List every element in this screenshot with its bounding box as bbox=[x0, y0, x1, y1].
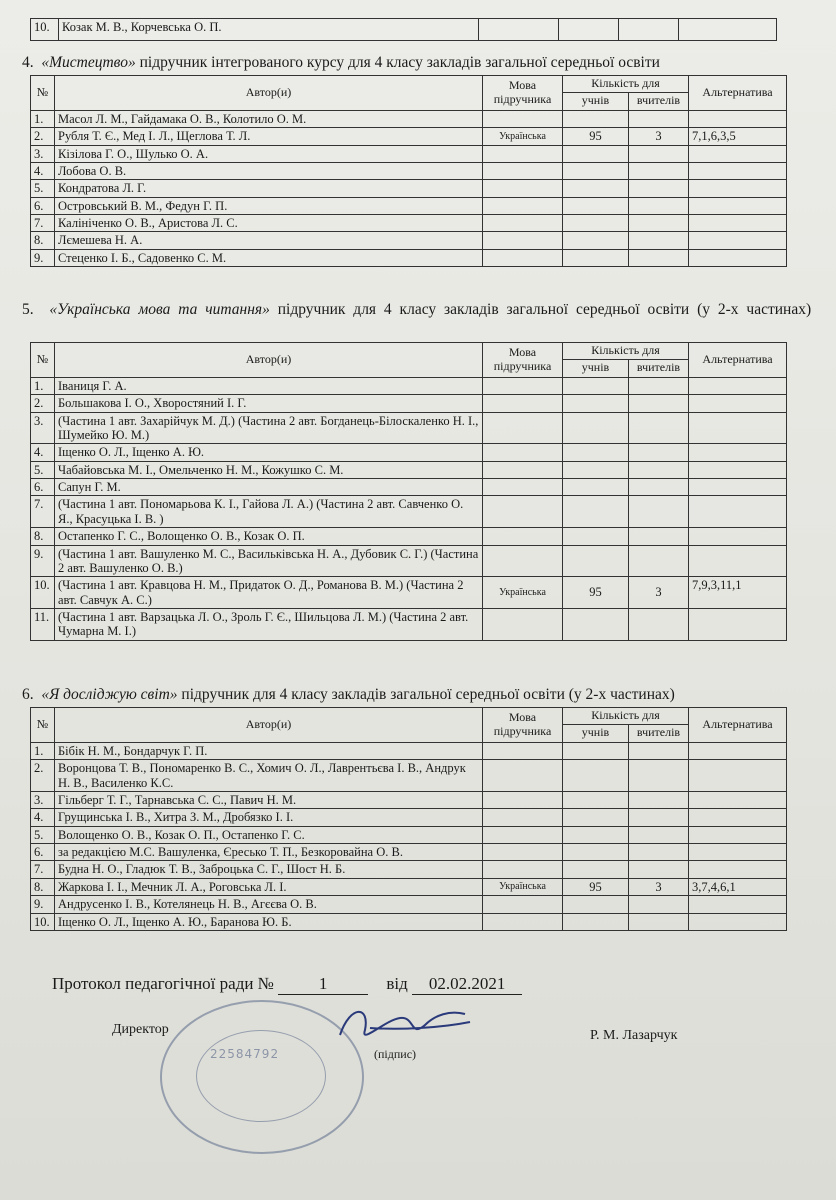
row-alternative bbox=[689, 496, 787, 528]
row-number: 2. bbox=[31, 128, 55, 145]
row-alternative: 7,1,6,3,5 bbox=[689, 128, 787, 145]
row-language bbox=[483, 479, 563, 496]
row-alternative bbox=[689, 609, 787, 641]
header-alternative: Альтернатива bbox=[689, 343, 787, 378]
row-author: Островський В. М., Федун Г. П. bbox=[55, 197, 483, 214]
row-alternative bbox=[689, 826, 787, 843]
row-author: Грущинська І. В., Хитра З. М., Дробязко І. І. bbox=[55, 809, 483, 826]
row-author: Кізілова Г. О., Шулько О. А. bbox=[55, 145, 483, 162]
row-number: 7. bbox=[31, 215, 55, 232]
row-author: Чабайовська М. І., Омельченко Н. М., Кожушко С. М. bbox=[55, 461, 483, 478]
row-author: (Частина 1 авт. Захарійчук М. Д.) (Частина 2 авт. Богданець-Білоскаленко Н. І., Шумейко Ю. М.) bbox=[55, 412, 483, 444]
header-author: Автор(и) bbox=[55, 343, 483, 378]
row-alternative: 3,7,4,6,1 bbox=[689, 878, 787, 895]
row-teachers: 3 bbox=[629, 128, 689, 145]
row-author: Сапун Г. М. bbox=[55, 479, 483, 496]
table-row bbox=[31, 249, 787, 266]
row-students bbox=[563, 496, 629, 528]
row-teachers bbox=[629, 826, 689, 843]
row-language bbox=[483, 861, 563, 878]
row-alternative bbox=[689, 528, 787, 545]
row-teachers bbox=[629, 545, 689, 577]
row-teachers bbox=[629, 461, 689, 478]
protocol-line bbox=[52, 974, 522, 995]
section-4-table bbox=[30, 75, 787, 267]
row-number: 1. bbox=[31, 377, 55, 394]
row-author: Андрусенко І. В., Котелянець Н. В., Агєєва О. В. bbox=[55, 896, 483, 913]
row-language bbox=[483, 215, 563, 232]
row-teachers bbox=[629, 844, 689, 861]
row-alternative bbox=[689, 215, 787, 232]
row-alternative bbox=[689, 844, 787, 861]
top-carryover-table bbox=[30, 18, 777, 41]
table-row bbox=[31, 215, 787, 232]
row-language bbox=[483, 609, 563, 641]
row-author: Козак М. В., Корчевська О. П. bbox=[59, 19, 479, 41]
row-author: Волощенко О. В., Козак О. П., Остапенко Г. С. bbox=[55, 826, 483, 843]
row-students bbox=[563, 913, 629, 930]
row-teachers bbox=[629, 180, 689, 197]
row-teachers bbox=[629, 232, 689, 249]
row-alternative bbox=[689, 249, 787, 266]
table-row bbox=[31, 791, 787, 808]
row-author: Іваниця Г. А. bbox=[55, 377, 483, 394]
row-language bbox=[483, 791, 563, 808]
table-row bbox=[31, 180, 787, 197]
row-students bbox=[563, 180, 629, 197]
row-students bbox=[563, 444, 629, 461]
row-teachers bbox=[629, 162, 689, 179]
row-teachers bbox=[629, 809, 689, 826]
signature-caption: (підпис) bbox=[374, 1047, 417, 1061]
row-number: 9. bbox=[31, 896, 55, 913]
row-author: Масол Л. М., Гайдамака О. В., Колотило О. М. bbox=[55, 110, 483, 127]
row-author: Лємешева Н. А. bbox=[55, 232, 483, 249]
header-author: Автор(и) bbox=[55, 708, 483, 743]
header-students: учнів bbox=[563, 724, 629, 742]
row-students bbox=[563, 760, 629, 792]
row-author: Воронцова Т. В., Пономаренко В. С., Хомич О. Л., Лаврентьєва І. В., Андрук Н. В., Василенко К.С. bbox=[55, 760, 483, 792]
row-alternative bbox=[689, 232, 787, 249]
header-count: Кількість для bbox=[563, 343, 689, 360]
row-teachers bbox=[629, 760, 689, 792]
row-students bbox=[563, 232, 629, 249]
row-alternative bbox=[689, 395, 787, 412]
row-students: 95 bbox=[563, 577, 629, 609]
row-author: Бібік Н. М., Бондарчук Г. П. bbox=[55, 742, 483, 759]
row-number: 5. bbox=[31, 180, 55, 197]
protocol-label: Протокол педагогічної ради № bbox=[52, 974, 274, 993]
row-alternative bbox=[689, 791, 787, 808]
table-row bbox=[31, 878, 787, 895]
table-row bbox=[31, 896, 787, 913]
director-name: Р. М. Лазарчук bbox=[590, 1028, 678, 1043]
row-alternative bbox=[689, 861, 787, 878]
table-row bbox=[31, 826, 787, 843]
row-teachers bbox=[629, 496, 689, 528]
row-students bbox=[563, 479, 629, 496]
row-language bbox=[483, 760, 563, 792]
row-language bbox=[483, 496, 563, 528]
row-teachers bbox=[629, 791, 689, 808]
row-number: 1. bbox=[31, 110, 55, 127]
row-teachers bbox=[629, 528, 689, 545]
row-number: 1. bbox=[31, 742, 55, 759]
row-number: 9. bbox=[31, 545, 55, 577]
row-students: 95 bbox=[563, 128, 629, 145]
row-language bbox=[483, 545, 563, 577]
row-students bbox=[563, 412, 629, 444]
row-alternative: 7,9,3,11,1 bbox=[689, 577, 787, 609]
row-alternative bbox=[689, 760, 787, 792]
row-author: Кондратова Л. Г. bbox=[55, 180, 483, 197]
row-author: (Частина 1 авт. Кравцова Н. М., Придаток О. Д., Романова В. М.) (Частина 2 авт. Савчук А. С.) bbox=[55, 577, 483, 609]
row-alternative bbox=[689, 444, 787, 461]
table-row bbox=[31, 609, 787, 641]
row-language bbox=[483, 197, 563, 214]
row-teachers: 3 bbox=[629, 577, 689, 609]
row-language bbox=[483, 412, 563, 444]
section-5-table bbox=[30, 342, 787, 641]
row-teachers bbox=[629, 110, 689, 127]
row-language bbox=[483, 232, 563, 249]
row-teachers bbox=[629, 377, 689, 394]
row-number: 8. bbox=[31, 878, 55, 895]
row-alternative bbox=[689, 461, 787, 478]
row-alternative bbox=[689, 180, 787, 197]
table-row bbox=[31, 377, 787, 394]
header-students: учнів bbox=[563, 92, 629, 110]
header-count: Кількість для bbox=[563, 708, 689, 725]
table-row bbox=[31, 145, 787, 162]
row-number: 7. bbox=[31, 496, 55, 528]
protocol-number: 1 bbox=[278, 974, 368, 995]
row-teachers bbox=[629, 444, 689, 461]
row-number: 11. bbox=[31, 609, 55, 641]
row-alternative bbox=[689, 162, 787, 179]
row-teachers bbox=[629, 215, 689, 232]
table-row bbox=[31, 913, 787, 930]
row-language: Українська bbox=[483, 878, 563, 895]
table-row bbox=[31, 496, 787, 528]
row-teachers bbox=[629, 896, 689, 913]
row-alternative bbox=[689, 110, 787, 127]
table-row bbox=[31, 162, 787, 179]
row-author: Жаркова І. І., Мечник Л. А., Роговська Л. І. bbox=[55, 878, 483, 895]
row-language bbox=[483, 461, 563, 478]
row-language bbox=[483, 145, 563, 162]
header-author: Автор(и) bbox=[55, 76, 483, 111]
row-alternative bbox=[689, 412, 787, 444]
header-language: Мова підручника bbox=[483, 708, 563, 743]
row-teachers bbox=[629, 395, 689, 412]
row-author: (Частина 1 авт. Пономарьова К. І., Гайова Л. А.) (Частина 2 авт. Савченко О. Я., Красуцька І. В. ) bbox=[55, 496, 483, 528]
row-students bbox=[563, 377, 629, 394]
header-num: № bbox=[31, 708, 55, 743]
section-5-title: 5. «Українська мова та читання» підручник для 4 класу закладів загальної середньої освіти (у 2-х частинах) bbox=[22, 301, 812, 318]
row-alternative bbox=[689, 545, 787, 577]
row-students bbox=[563, 249, 629, 266]
header-teachers: вчителів bbox=[629, 92, 689, 110]
row-students bbox=[563, 826, 629, 843]
row-students bbox=[563, 110, 629, 127]
row-number: 10. bbox=[31, 577, 55, 609]
row-number: 8. bbox=[31, 528, 55, 545]
table-row bbox=[31, 197, 787, 214]
row-language bbox=[483, 377, 563, 394]
row-language bbox=[483, 826, 563, 843]
row-language: Українська bbox=[483, 128, 563, 145]
row-students bbox=[563, 461, 629, 478]
row-language bbox=[483, 180, 563, 197]
section-4-title: 4. «Мистецтво» підручник інтегрованого курсу для 4 класу закладів загальної середньої освіти bbox=[22, 54, 660, 71]
table-row bbox=[31, 395, 787, 412]
row-author: Іщенко О. Л., Іщенко А. Ю. bbox=[55, 444, 483, 461]
protocol-date: 02.02.2021 bbox=[412, 974, 522, 995]
row-alternative bbox=[689, 479, 787, 496]
header-language: Мова підручника bbox=[483, 76, 563, 111]
row-number: 3. bbox=[31, 145, 55, 162]
from-label: від bbox=[386, 974, 408, 993]
row-language bbox=[483, 528, 563, 545]
table-row bbox=[31, 742, 787, 759]
section-6-table bbox=[30, 707, 787, 931]
row-students bbox=[563, 896, 629, 913]
row-language: Українська bbox=[483, 577, 563, 609]
row-number: 6. bbox=[31, 197, 55, 214]
row-teachers bbox=[629, 145, 689, 162]
table-row bbox=[31, 545, 787, 577]
row-students bbox=[563, 545, 629, 577]
table-row bbox=[31, 232, 787, 249]
row-language bbox=[483, 162, 563, 179]
row-language bbox=[483, 395, 563, 412]
row-number: 9. bbox=[31, 249, 55, 266]
table-row bbox=[31, 809, 787, 826]
table-row bbox=[31, 128, 787, 145]
row-number: 4. bbox=[31, 444, 55, 461]
table-row bbox=[31, 479, 787, 496]
row-teachers bbox=[629, 609, 689, 641]
row-author: Іщенко О. Л., Іщенко А. Ю., Баранова Ю. Б. bbox=[55, 913, 483, 930]
row-teachers bbox=[629, 249, 689, 266]
row-number: 6. bbox=[31, 479, 55, 496]
row-author: Остапенко Г. С., Волощенко О. В., Козак О. П. bbox=[55, 528, 483, 545]
row-language bbox=[483, 844, 563, 861]
table-row bbox=[31, 110, 787, 127]
row-number: 7. bbox=[31, 861, 55, 878]
row-teachers bbox=[629, 197, 689, 214]
row-number: 6. bbox=[31, 844, 55, 861]
header-num: № bbox=[31, 76, 55, 111]
row-number: 4. bbox=[31, 809, 55, 826]
row-language bbox=[483, 809, 563, 826]
row-number: 2. bbox=[31, 395, 55, 412]
row-author: Гільберг Т. Г., Тарнавська С. С., Павич Н. М. bbox=[55, 791, 483, 808]
row-alternative bbox=[689, 896, 787, 913]
row-students bbox=[563, 162, 629, 179]
row-language bbox=[483, 742, 563, 759]
table-row bbox=[31, 844, 787, 861]
table-row bbox=[31, 861, 787, 878]
row-students bbox=[563, 215, 629, 232]
header-alternative: Альтернатива bbox=[689, 76, 787, 111]
row-students bbox=[563, 145, 629, 162]
row-teachers bbox=[629, 479, 689, 496]
row-students bbox=[563, 844, 629, 861]
table-row bbox=[31, 577, 787, 609]
row-alternative bbox=[689, 197, 787, 214]
row-author: Будна Н. О., Гладюк Т. В., Заброцька С. Г., Шост Н. Б. bbox=[55, 861, 483, 878]
row-number: 5. bbox=[31, 826, 55, 843]
row-author: Калініченко О. В., Аристова Л. С. bbox=[55, 215, 483, 232]
header-students: учнів bbox=[563, 359, 629, 377]
header-teachers: вчителів bbox=[629, 359, 689, 377]
row-number: 2. bbox=[31, 760, 55, 792]
row-author: (Частина 1 авт. Вашуленко М. С., Васильківська Н. А., Дубовик С. Г.) (Частина 2 авт. Вашуленко О. В.) bbox=[55, 545, 483, 577]
row-language bbox=[483, 896, 563, 913]
row-alternative bbox=[689, 377, 787, 394]
row-number: 10. bbox=[31, 19, 59, 41]
row-author: Рубля Т. Є., Мед І. Л., Щеглова Т. Л. bbox=[55, 128, 483, 145]
row-number: 3. bbox=[31, 791, 55, 808]
row-students bbox=[563, 791, 629, 808]
row-number: 8. bbox=[31, 232, 55, 249]
row-number: 5. bbox=[31, 461, 55, 478]
row-teachers bbox=[629, 861, 689, 878]
row-author: Стеценко І. Б., Садовенко С. М. bbox=[55, 249, 483, 266]
row-students bbox=[563, 742, 629, 759]
row-language bbox=[483, 913, 563, 930]
table-row bbox=[31, 760, 787, 792]
row-teachers: 3 bbox=[629, 878, 689, 895]
table-row bbox=[31, 412, 787, 444]
row-number: 3. bbox=[31, 412, 55, 444]
row-language bbox=[483, 249, 563, 266]
row-author: (Частина 1 авт. Варзацька Л. О., Зроль Г. Є., Шильцова Л. М.) (Частина 2 авт. Чумарна М. І.) bbox=[55, 609, 483, 641]
row-alternative bbox=[689, 145, 787, 162]
row-students bbox=[563, 861, 629, 878]
table-row bbox=[31, 461, 787, 478]
table-row bbox=[31, 528, 787, 545]
signature-image bbox=[330, 1000, 480, 1050]
stamp-code: 22584792 bbox=[210, 1047, 280, 1061]
row-students bbox=[563, 197, 629, 214]
row-number: 4. bbox=[31, 162, 55, 179]
row-teachers bbox=[629, 742, 689, 759]
table-row bbox=[31, 444, 787, 461]
row-author: Лобова О. В. bbox=[55, 162, 483, 179]
row-language bbox=[483, 110, 563, 127]
header-teachers: вчителів bbox=[629, 724, 689, 742]
row-alternative bbox=[689, 809, 787, 826]
row-students: 95 bbox=[563, 878, 629, 895]
row-students bbox=[563, 528, 629, 545]
row-students bbox=[563, 395, 629, 412]
header-alternative: Альтернатива bbox=[689, 708, 787, 743]
row-language bbox=[483, 444, 563, 461]
section-6-title: 6. «Я досліджую світ» підручник для 4 класу закладів загальної середньої освіти (у 2-х частинах) bbox=[22, 686, 675, 703]
header-language: Мова підручника bbox=[483, 343, 563, 378]
row-teachers bbox=[629, 412, 689, 444]
header-count: Кількість для bbox=[563, 76, 689, 93]
header-num: № bbox=[31, 343, 55, 378]
row-alternative bbox=[689, 913, 787, 930]
row-teachers bbox=[629, 913, 689, 930]
row-number: 10. bbox=[31, 913, 55, 930]
row-students bbox=[563, 609, 629, 641]
row-students bbox=[563, 809, 629, 826]
row-author: Большакова І. О., Хворостяний І. Г. bbox=[55, 395, 483, 412]
row-alternative bbox=[689, 742, 787, 759]
row-author: за редакцією М.С. Вашуленка, Єресько Т. П., Безкоровайна О. В. bbox=[55, 844, 483, 861]
director-label: Директор bbox=[112, 1022, 169, 1037]
